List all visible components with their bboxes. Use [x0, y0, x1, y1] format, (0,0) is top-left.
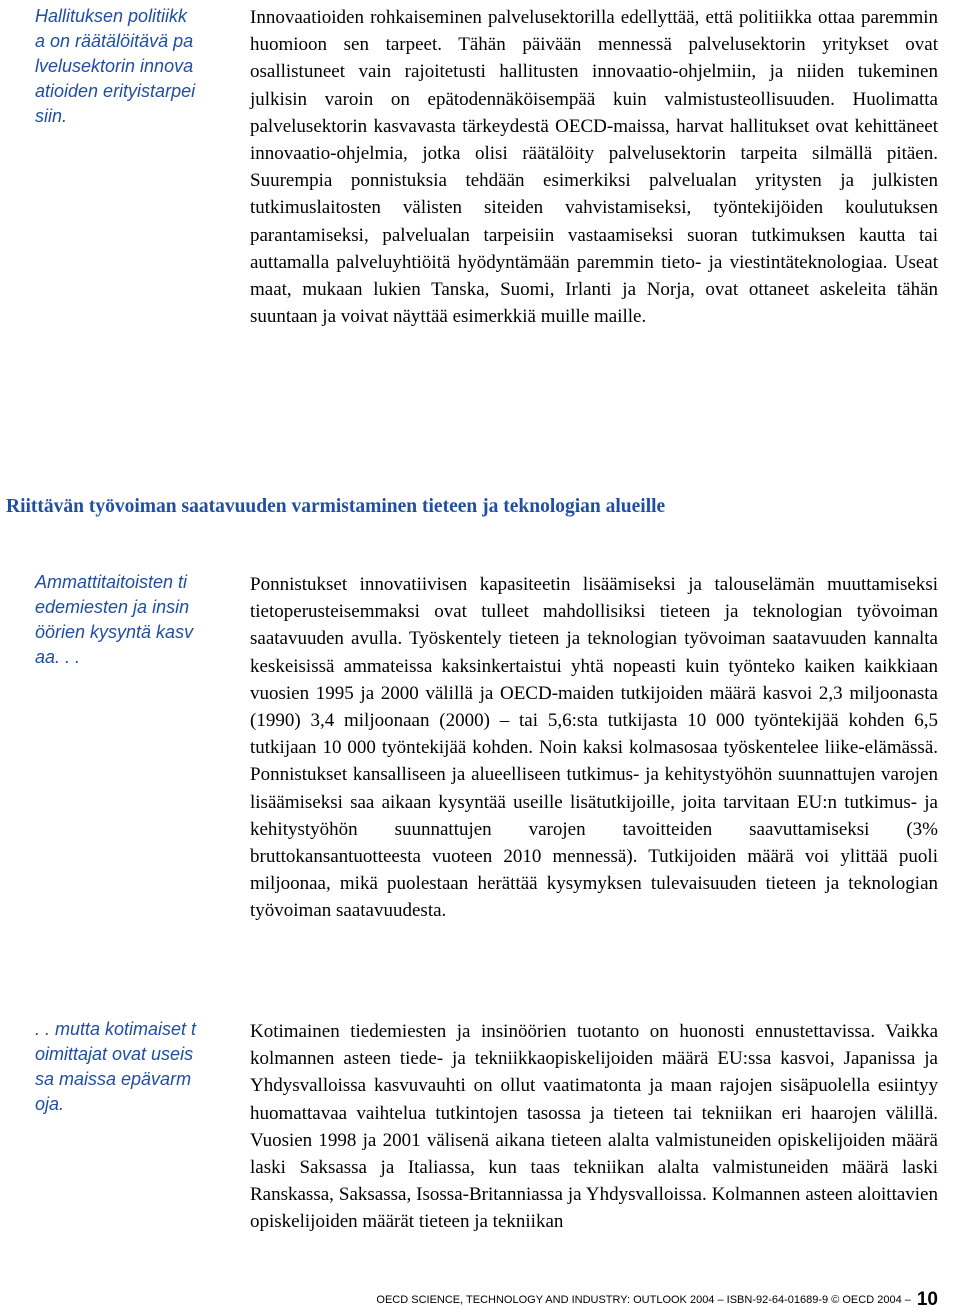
page-number: 10 — [916, 1289, 938, 1310]
sidenote-government-policy: Hallituksen politiikka on räätälöitävä palvelusektorin innovaatioiden erityistarpeisiin. — [35, 6, 196, 126]
sidenote-domestic-supply: . . mutta kotimaiset toimittajat ovat useissa maissa epävarmoja. — [35, 1019, 197, 1114]
paragraph-service-innovation: Innovaatioiden rohkaiseminen palvelusektorilla edellyttää, että politiikka ottaa paremmin huomioon sen tarpeet. Tähän päivään mennessä palvelusektorin yritykset ovat osallistuneet vain rajoitetusti hallitusten innovaatio-ohjelmiin, ja niiden tukeminen julkisin varoin on epätodennäköisempää kuin valmistusteollisuuden. Huolimatta palvelusektorin kasvavasta tärkeydestä OECD-maissa, harvat hallitukset ovat kehittäneet innovaatio-ohjelmia, jotka olisi räätälöity palvelusektorin tarpeita silmällä pitäen. Suurempia ponnistuksia tehdään esimerkiksi palvelualan yritysten ja julkisten tutkimuslaitosten välisten siteiden vahvistamiseksi, työntekijöiden koulutuksen parantamiseksi, palvelualan tarpeisiin vastaamiseksi suoran tutkimuksen kautta tai auttamalla palveluyhtiöitä hyödyntämään paremmin tieto- ja viestintäteknologiaa. Useat maat, mukaan lukien Tanska, Suomi, Irlanti ja Norja, ovat ottaneet askeleita tähän suuntaan ja voivat näyttää esimerkkiä muille maille. — [250, 7, 938, 328]
page-footer — [376, 1290, 938, 1310]
sidenote-demand-growing: Ammattitaitoisten tiedemiesten ja insinöörien kysyntä kasvaa. . . — [35, 572, 194, 667]
paragraph-domestic-production: Kotimainen tiedemiesten ja insinöörien tuotanto on huonosti ennustettavissa. Vaikka kolmannen asteen tiede- ja tekniikkaopiskelijoiden määrä EU:ssa kasvoi, Japanissa ja Yhdysvalloissa kasvuvauhti on ollut vaatimatonta ja maan rajojen sisäpuolella esiintyy huomattavaa vaihtelua tutkintojen tasossa ja tieteen tai tekniikan eri haarojen välillä. Vuosien 1998 ja 2001 välisenä aikana tieteen alalta valmistuneiden opiskelijoiden määrä laski Saksassa ja Italiassa, kun taas tekniikan alalta valmistuneiden määrä laski Ranskassa, Saksassa, Isossa-Britanniassa ja Yhdysvalloissa. Kolmannen asteen aloittavien opiskelijoiden määrät tieteen ja tekniikan — [250, 1021, 938, 1233]
footer-text: OECD SCIENCE, TECHNOLOGY AND INDUSTRY: OUTLOOK 2004 – ISBN-92-64-01689-9 © OECD 2004 – — [376, 1294, 911, 1306]
section-heading: Riittävän työvoiman saatavuuden varmistaminen tieteen ja teknologian alueille — [6, 496, 666, 517]
paragraph-workforce-supply: Ponnistukset innovatiivisen kapasiteetin lisäämiseksi ja talouselämän muuttamiseksi tietoperusteisemmaksi ovat tulleet mahdollisiksi tieteen ja teknologian työvoiman saatavuuden avulla. Työskentely tieteen ja teknologian työvoiman saatavuuden kannalta keskeisissä ammateissa kaksinkertaistui yhtä nopeasti kuin työnteko kaiken kaikkiaan vuosien 1995 ja 2000 välillä ja OECD-maiden tutkijoiden määrä kasvoi 2,3 miljoonasta (1990) 3,4 miljoonaan (2000) – tai 5,6:sta tutkijasta 10 000 työntekijää kohden 6,5 tutkijaan 10 000 työntekijää kohden. Noin kaksi kolmasosaa työskentelee liike-elämässä. Ponnistukset kansalliseen ja alueelliseen tutkimus- ja kehitystyöhön suunnattujen varojen lisäämiseksi saa aikaan kysyntää useille lisätutkijoille, joita tarvitaan EU:n tutkimus- ja kehitystyöhön suunnattujen varojen tavoitteiden saavuttamiseksi (3% bruttokansantuotteesta vuoteen 2010 mennessä). Tutkijoiden määrä voi ylittää puoli miljoonaa, mikä puolestaan herättää kysymyksen tulevaisuuden tieteen ja teknologian työvoiman saatavuudesta. — [250, 574, 938, 922]
